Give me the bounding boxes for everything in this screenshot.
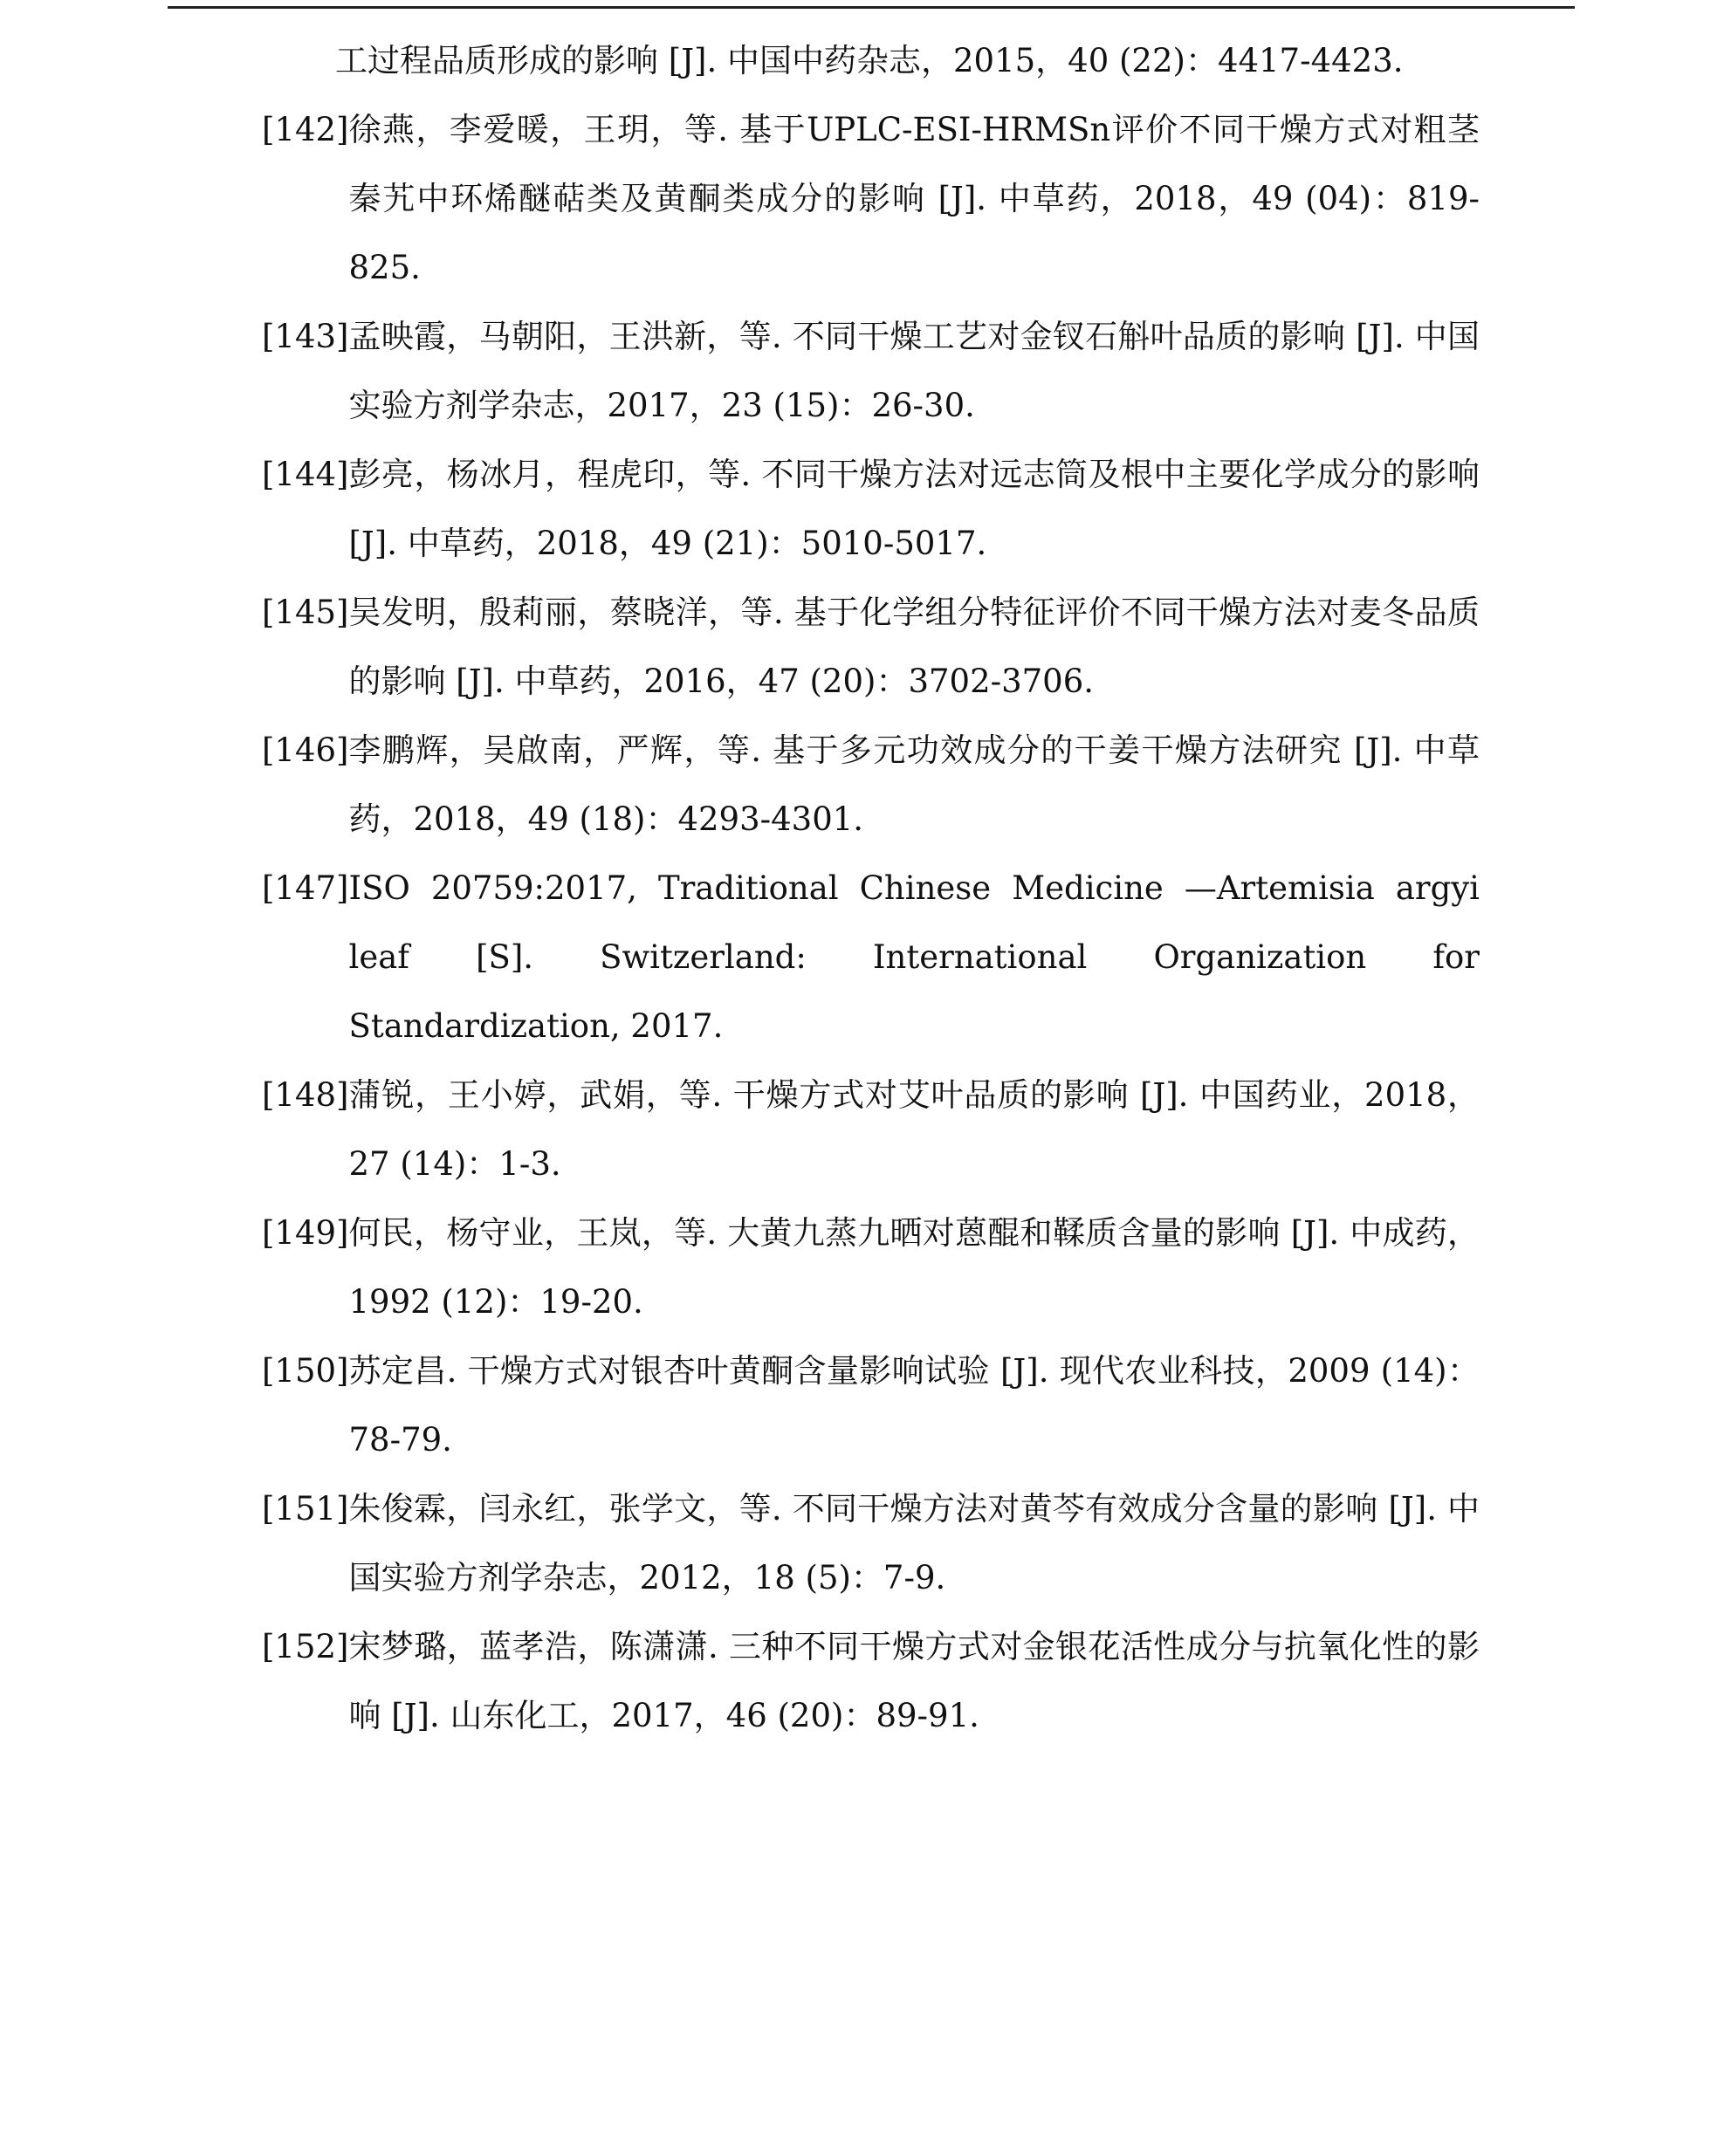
reference-number: [145] xyxy=(262,594,349,631)
reference-text: 何民，杨守业，王岚，等. 大黄九蒸九晒对蒽醌和鞣质含量的影响 [J]. 中成药，1992 (12)：19-20. xyxy=(348,1214,1480,1321)
reference-number: [149] xyxy=(262,1214,349,1252)
reference-number: [148] xyxy=(262,1076,349,1114)
reference-item xyxy=(262,95,1480,302)
reference-item xyxy=(262,1612,1480,1750)
reference-number: [143] xyxy=(262,318,349,355)
reference-text: 李鹏辉，吴啟南，严辉，等. 基于多元功效成分的干姜干燥方法研究 [J]. 中草药，2018，49 (18)：4293-4301. xyxy=(348,731,1480,838)
header-rule xyxy=(168,6,1575,9)
reference-continuation: 工过程品质形成的影响 [J]. 中国中药杂志，2015，40 (22)：4417-4423. xyxy=(335,42,1404,79)
reference-text: 宋梦璐，蓝孝浩，陈潇潇. 三种不同干燥方式对金银花活性成分与抗氧化性的影响 [J]. 山东化工，2017，46 (20)：89-91. xyxy=(348,1628,1480,1734)
reference-text: 蒲锐，王小婷，武娟，等. 干燥方式对艾叶品质的影响 [J]. 中国药业，2018，27 (14)：1-3. xyxy=(348,1076,1480,1183)
reference-text: 彭亮，杨冰月，程虎印，等. 不同干燥方法对远志筒及根中主要化学成分的影响 [J]. 中草药，2018，49 (21)：5010-5017. xyxy=(348,456,1480,562)
reference-item xyxy=(262,1061,1480,1198)
reference-item xyxy=(262,854,1480,1061)
reference-item xyxy=(262,302,1480,440)
reference-item xyxy=(262,1198,1480,1336)
reference-text: 吴发明，殷莉丽，蔡晓洋，等. 基于化学组分特征评价不同干燥方法对麦冬品质的影响 [J]. 中草药，2016，47 (20)：3702-3706. xyxy=(348,594,1480,700)
reference-number: [152] xyxy=(262,1628,349,1665)
reference-text: ISO 20759:2017, Traditional Chinese Medicine —Artemisia argyi leaf [S]. Switzerland: International Organization for Standardization, 2017. xyxy=(348,869,1480,1045)
reference-number: [150] xyxy=(262,1352,349,1390)
reference-number: [144] xyxy=(262,456,349,493)
reference-item xyxy=(262,578,1480,716)
reference-text: 朱俊霖，闫永红，张学文，等. 不同干燥方法对黄芩有效成分含量的影响 [J]. 中国实验方剂学杂志，2012，18 (5)：7-9. xyxy=(348,1490,1480,1596)
reference-text: 徐燕，李爱暖，王玥，等. 基于UPLC-ESI-HRMSn评价不同干燥方式对粗茎秦艽中环烯醚萜类及黄酮类成分的影响 [J]. 中草药，2018，49 (04)：819-825. xyxy=(348,111,1480,286)
reference-text: 孟映霞，马朝阳，王洪新，等. 不同干燥工艺对金钗石斛叶品质的影响 [J]. 中国实验方剂学杂志，2017，23 (15)：26-30. xyxy=(348,318,1480,424)
reference-item xyxy=(262,1474,1480,1612)
reference-item xyxy=(262,1336,1480,1474)
reference-list xyxy=(262,26,1480,1750)
reference-item xyxy=(262,716,1480,854)
reference-item xyxy=(262,440,1480,578)
reference-number: [146] xyxy=(262,731,349,769)
reference-number: [147] xyxy=(262,869,349,907)
reference-text: 苏定昌. 干燥方式对银杏叶黄酮含量影响试验 [J]. 现代农业科技，2009 (14)：78-79. xyxy=(348,1352,1480,1459)
reference-number: [151] xyxy=(262,1490,349,1528)
reference-number: [142] xyxy=(262,111,349,148)
